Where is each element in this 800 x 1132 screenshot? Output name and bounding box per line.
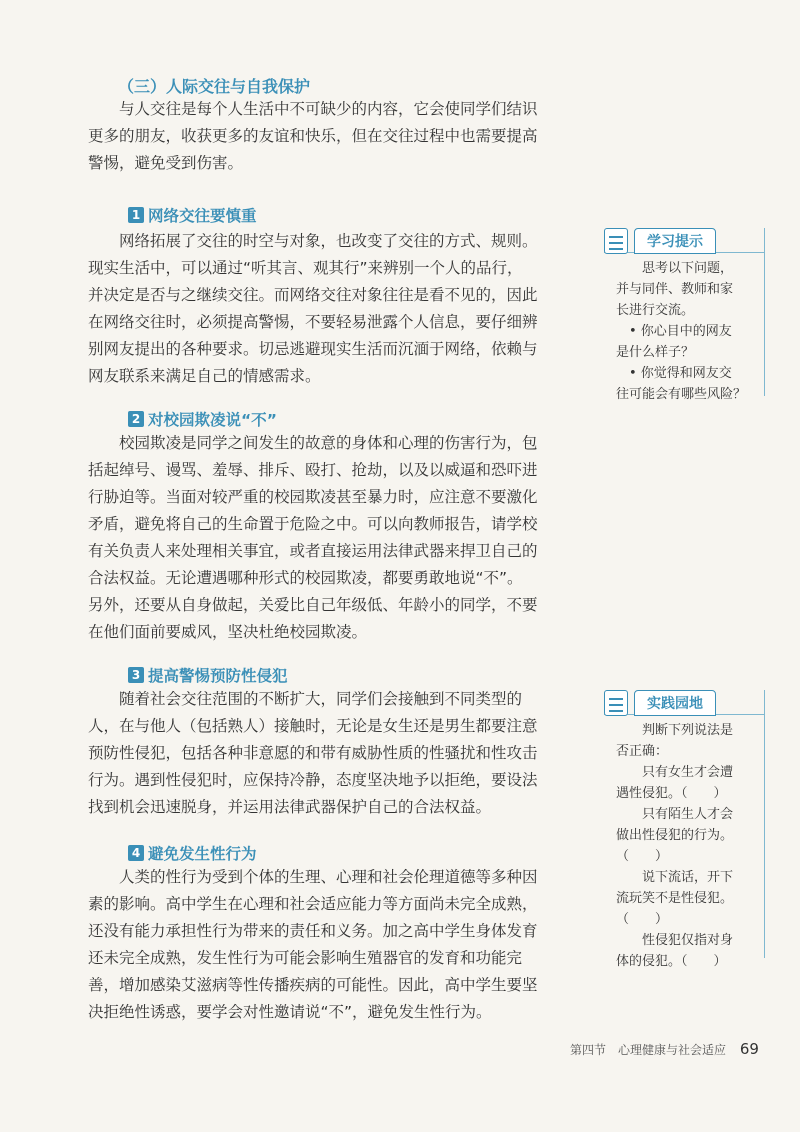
- practice-box: [604, 690, 765, 969]
- text-line: 别网友提出的各种要求。切忌逃避现实生活而沉湎于网络，依赖与: [88, 340, 538, 358]
- subheading-4: [128, 842, 257, 864]
- practice-box-label: 实践园地: [634, 690, 716, 716]
- intro-paragraph: [88, 96, 570, 177]
- text-line: 并与同伴、教师和家: [616, 282, 734, 297]
- text-line: 警惕，避免受到伤害。: [88, 154, 244, 172]
- paragraph-online-contact: [88, 228, 570, 390]
- subheading-3: [128, 664, 288, 686]
- text-line: 遇性侵犯。（ ）: [616, 786, 727, 801]
- text-line: 在他们面前要威风，坚决杜绝校园欺凌。: [88, 623, 368, 641]
- text-line: 思考以下问题，: [616, 261, 734, 276]
- text-line: 行胁迫等。当面对较严重的校园欺凌甚至暴力时，应注意不要激化: [88, 488, 538, 506]
- text-line: 预防性侵犯，包括各种非意愿的和带有威胁性质的性骚扰和性攻击: [88, 744, 538, 762]
- text-line: 只有女生才会遭: [616, 765, 734, 780]
- notebook-icon: [604, 690, 628, 716]
- text-line: 现实生活中，可以通过“听其言、观其行”来辨别一个人的品行，: [88, 259, 523, 277]
- text-line: 网络拓展了交往的时空与对象，也改变了交往的方式、规则。: [119, 232, 538, 250]
- text-line: 并决定是否与之继续交往。而网络交往对象往往是看不见的，因此: [88, 286, 538, 304]
- page-number: 69: [739, 1040, 759, 1058]
- number-badge: 1: [128, 207, 144, 223]
- text-line: 找到机会迅速脱身，并运用法律武器保护自己的合法权益。: [88, 798, 492, 816]
- text-line: 体的侵犯。（ ）: [616, 954, 727, 969]
- text-line: 性侵犯仅指对身: [616, 933, 734, 948]
- text-line: 人，在与他人（包括熟人）接触时，无论是女生还是男生都要注意: [88, 717, 538, 735]
- text-line: 否正确：: [616, 744, 669, 759]
- notebook-icon: [604, 228, 628, 254]
- subheading-1: [128, 204, 257, 226]
- text-line: 还没有能力承担性行为带来的责任和义务。加之高中学生身体发育: [88, 922, 538, 940]
- number-badge: 2: [128, 411, 144, 427]
- text-line: 决拒绝性诱惑，要学会对性邀请说“不”，避免发生性行为。: [88, 1003, 492, 1021]
- text-line: 矛盾，避免将自己的生命置于危险之中。可以向教师报告，请学校: [88, 515, 538, 533]
- practice-box-header: [604, 690, 764, 716]
- text-line: 往可能会有哪些风险？: [616, 387, 747, 402]
- subheading-text: 避免发生性行为: [148, 845, 257, 863]
- text-line: 做出性侵犯的行为。: [616, 828, 734, 843]
- paragraph-bullying: [88, 430, 570, 646]
- text-line: 长进行交流。: [616, 303, 695, 318]
- text-line: • 你觉得和网友交: [616, 366, 732, 381]
- text-line: （ ）: [616, 849, 669, 864]
- text-line: 与人交往是每个人生活中不可缺少的内容，它会使同学们结识: [119, 100, 538, 118]
- subheading-text: 提高警惕预防性侵犯: [148, 667, 288, 685]
- practice-box-text: [604, 716, 764, 974]
- text-line: 是什么样子？: [616, 345, 695, 360]
- text-line: （ ）: [616, 912, 669, 927]
- text-line: 另外，还要从自身做起，关爱比自己年级低、年龄小的同学，不要: [88, 596, 538, 614]
- text-line: 还未完全成熟，发生性行为可能会影响生殖器官的发育和功能完: [88, 949, 523, 967]
- paragraph-avoid-sex: [88, 864, 570, 1026]
- subheading-2: [128, 408, 277, 430]
- text-line: 网友联系来满足自己的情感需求。: [88, 367, 321, 385]
- text-line: 随着社会交往范围的不断扩大，同学们会接触到不同类型的: [119, 690, 523, 708]
- text-line: 更多的朋友，收获更多的友谊和快乐，但在交往过程中也需要提高: [88, 127, 538, 145]
- text-line: 人类的性行为受到个体的生理、心理和社会伦理道德等多种因: [119, 868, 538, 886]
- tip-box-header: [604, 228, 764, 254]
- text-line: 只有陌生人才会: [616, 807, 734, 822]
- text-line: 素的影响。高中学生在心理和社会适应能力等方面尚未完全成熟，: [88, 895, 538, 913]
- paragraph-prevent-assault: [88, 686, 570, 821]
- tip-box-label: 学习提示: [634, 228, 716, 254]
- text-line: 说下流话，开下: [616, 870, 734, 885]
- section-title: （三）人际交往与自我保护: [118, 77, 311, 96]
- footer-chapter-text: 第四节 心理健康与社会适应: [570, 1043, 727, 1057]
- subheading-text: 对校园欺凌说“不”: [148, 411, 277, 429]
- text-line: 善，增加感染艾滋病等性传播疾病的可能性。因此，高中学生要坚: [88, 976, 538, 994]
- text-line: • 你心目中的网友: [616, 324, 732, 339]
- number-badge: 3: [128, 667, 144, 683]
- text-line: 行为。遇到性侵犯时，应保持冷静，态度坚决地予以拒绝，要设法: [88, 771, 538, 789]
- subheading-text: 网络交往要慎重: [148, 207, 257, 225]
- page-footer: [570, 1040, 759, 1058]
- text-line: 判断下列说法是: [616, 723, 734, 738]
- text-line: 在网络交往时，必须提高警惕，不要轻易泄露个人信息，要仔细辨: [88, 313, 538, 331]
- number-badge: 4: [128, 845, 144, 861]
- text-line: 括起绰号、谩骂、羞辱、排斥、殴打、抢劫，以及以威逼和恐吓进: [88, 461, 538, 479]
- text-line: 有关负责人来处理相关事宜，或者直接运用法律武器来捍卫自己的: [88, 542, 538, 560]
- learning-tip-box: [604, 228, 765, 402]
- text-line: 合法权益。无论遭遇哪种形式的校园欺凌，都要勇敢地说“不”。: [88, 569, 523, 587]
- tip-box-text: [604, 254, 764, 407]
- text-line: 校园欺凌是同学之间发生的故意的身体和心理的伤害行为，包: [119, 434, 538, 452]
- text-line: 流玩笑不是性侵犯。: [616, 891, 734, 906]
